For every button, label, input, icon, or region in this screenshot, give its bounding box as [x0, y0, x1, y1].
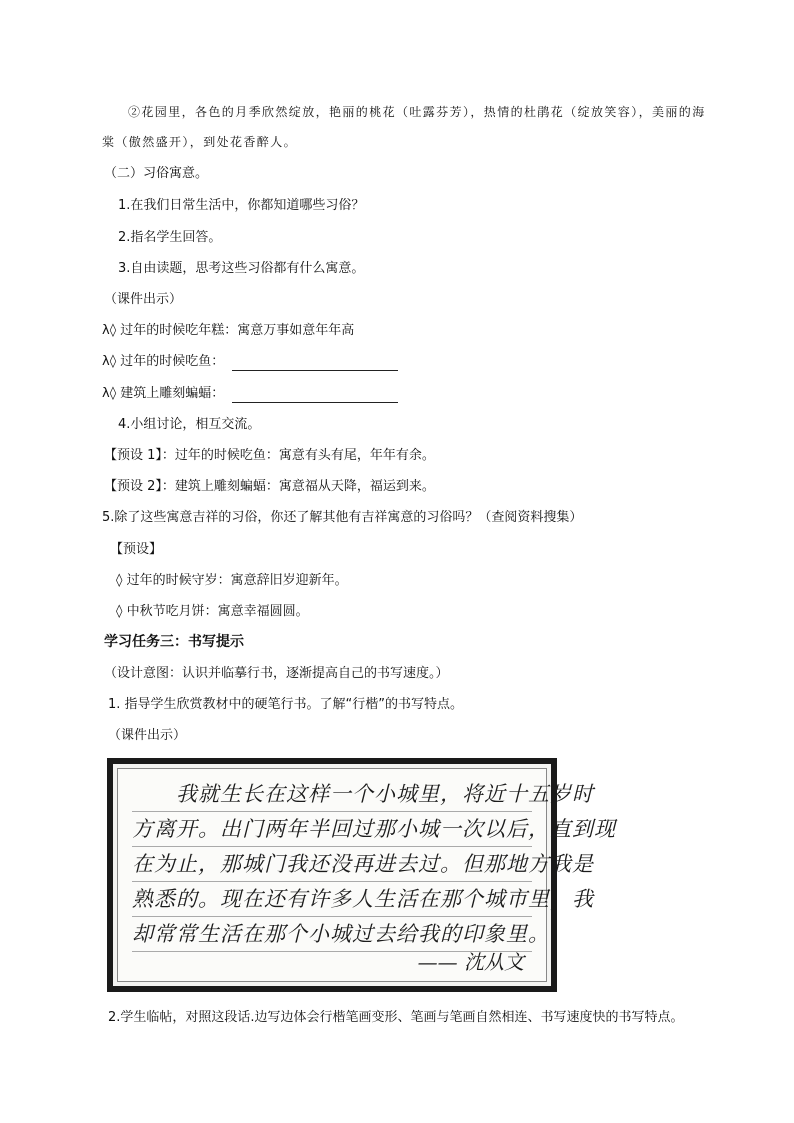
courseware-label-2: （课件出示）	[108, 728, 187, 743]
preset-item	[116, 572, 348, 590]
calligraphy-line: 在为止，那城门我还没再进去过。但那地方我是	[132, 847, 532, 882]
courseware-label-1: （课件出示）	[104, 292, 183, 307]
calligraphy-line: 却常常生活在那个小城过去给我的印象里。	[132, 917, 532, 952]
task3-step-1: 1. 指导学生欣赏教材中的硬笔行书。了解“行楷”的书写特点。	[108, 697, 464, 712]
fill-in-blank	[232, 357, 398, 371]
calligraphy-line: 方离开。出门两年半回过那小城一次以后，直到现	[132, 812, 532, 847]
calligraphy-line: 熟悉的。现在还有许多人生活在那个城市里，我	[132, 882, 532, 917]
calligraphy-line: 我就生长在这样一个小城里，将近十五岁时	[132, 777, 532, 812]
bullet-marker: λ◊	[102, 354, 117, 369]
bullet-text: 过年的时候吃鱼：	[120, 354, 225, 369]
step-1: 1.在我们日常生活中，你都知道哪些习俗？	[118, 198, 365, 213]
diamond-marker: ◊	[116, 573, 123, 588]
calligraphy-paper	[117, 768, 616, 982]
section2-title: （二）习俗寓意。	[104, 166, 209, 181]
bullet-item	[102, 353, 398, 371]
bullet-text: 建筑上雕刻蝙蝠：	[120, 386, 225, 401]
preset-2: 【预设 2】：建筑上雕刻蝙蝠：寓意福从天降，福运到来。	[104, 479, 435, 494]
calligraphy-signature: —— 沈从文	[417, 950, 524, 974]
bullet-item	[102, 385, 398, 403]
preset-1: 【预设 1】：过年的时候吃鱼：寓意有头有尾，年年有余。	[104, 448, 435, 463]
calligraphy-image	[107, 758, 616, 992]
task3-step-2: 2.学生临帖，对照这段话.边写边体会行楷笔画变形、笔画与笔画自然相连、书写速度快的书写特点。	[108, 1010, 684, 1025]
step-3: 3.自由读题，思考这些习俗都有什么寓意。	[118, 261, 365, 276]
preset-label: 【预设】	[110, 542, 163, 557]
step-4: 4.小组讨论，相互交流。	[118, 417, 261, 432]
bullet-text: 过年的时候吃年糕：寓意万事如意年年高	[120, 323, 355, 338]
preset-item	[116, 603, 309, 621]
bullet-marker: λ◊	[102, 386, 117, 401]
task3-heading: 学习任务三：书写提示	[104, 634, 244, 650]
preset-item-text: 过年的时候守岁：寓意辞旧岁迎新年。	[126, 573, 348, 588]
preset-item-text: 中秋节吃月饼：寓意幸福圆圆。	[126, 604, 309, 619]
fill-in-blank	[232, 389, 398, 403]
bullet-item	[102, 322, 354, 340]
step-5: 5.除了这些寓意吉祥的习俗，你还了解其他有吉祥寓意的习俗吗？（查阅资料搜集）	[102, 510, 583, 525]
diamond-marker: ◊	[116, 604, 123, 619]
design-intent: （设计意图：认识并临摹行书，逐渐提高自己的书写速度。）	[104, 666, 449, 681]
paragraph-flowers-line1: ②花园里，各色的月季欣然绽放，艳丽的桃花（吐露芬芳），热情的杜鹃花（绽放笑容），美丽的海	[128, 105, 706, 119]
paragraph-flowers-line2: 棠（傲然盛开），到处花香醉人。	[102, 135, 298, 149]
bullet-marker: λ◊	[102, 323, 117, 338]
step-2: 2.指名学生回答。	[118, 230, 222, 245]
